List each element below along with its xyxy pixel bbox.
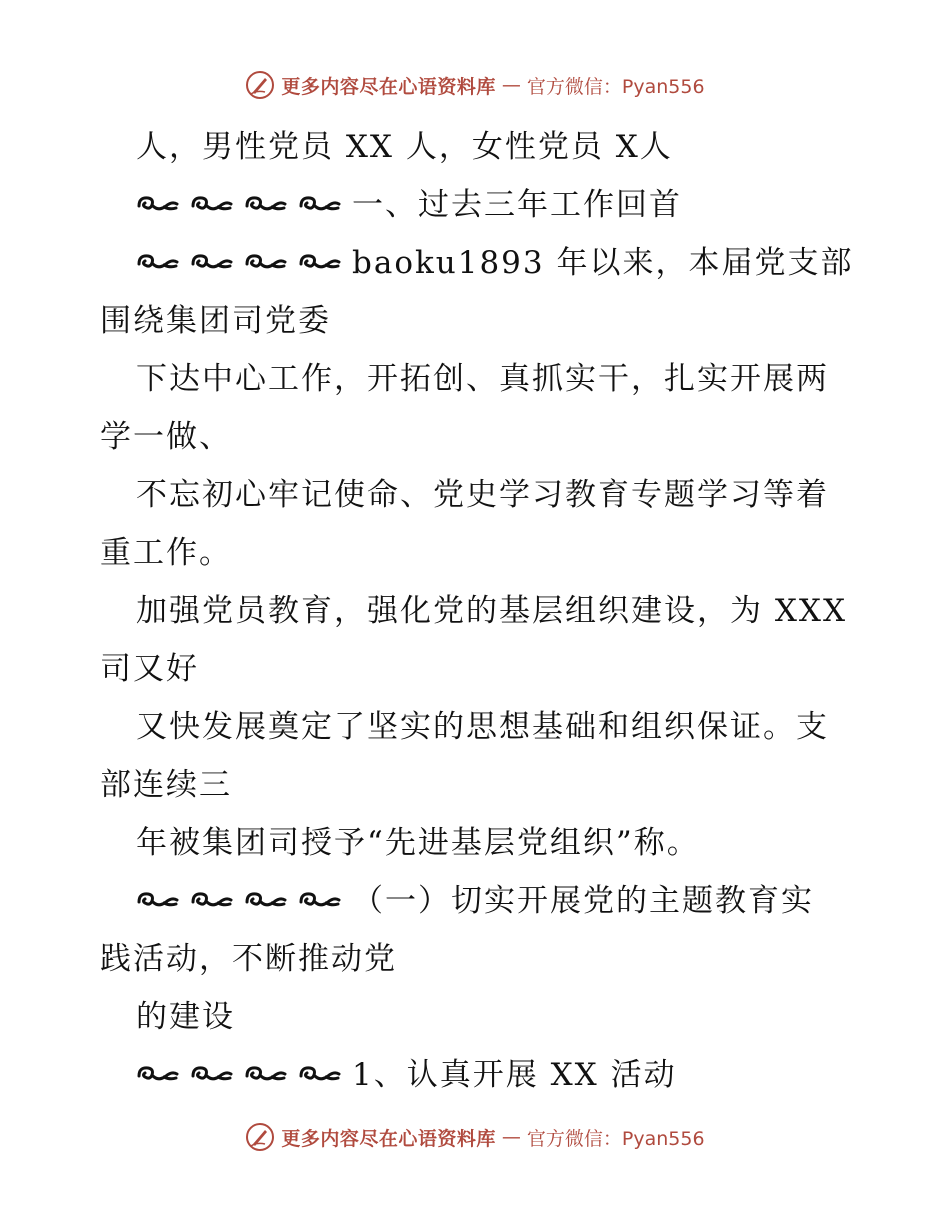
line-text: （一）切实开展党的主题教育实 xyxy=(352,883,814,919)
footer-watermark xyxy=(0,1122,950,1152)
watermark-separator: — xyxy=(501,74,521,96)
line-text: 围绕集团司党委 xyxy=(100,303,331,339)
header-watermark xyxy=(0,70,950,100)
line-text: baoku1893 年以来，本届党支部 xyxy=(352,245,854,281)
text-line xyxy=(100,756,860,814)
line-text: 践活动，不断推动党 xyxy=(100,941,397,977)
line-text: 一、过去三年工作回首 xyxy=(352,187,682,223)
watermark-wechat: 官方微信：Pyan556 xyxy=(526,1127,705,1150)
flourish-ornament-icon xyxy=(298,888,342,912)
line-text: 人，男性党员 XX 人，女性党员 X人 xyxy=(136,129,673,165)
flourish-ornament-icon xyxy=(136,192,180,216)
text-line xyxy=(100,466,860,524)
document-body xyxy=(100,118,860,1104)
line-text: 学一做、 xyxy=(100,419,232,455)
text-line xyxy=(100,814,860,872)
text-line xyxy=(100,118,860,176)
text-line xyxy=(100,176,860,234)
line-text: 部连续三 xyxy=(100,767,232,803)
line-text: 的建设 xyxy=(136,999,235,1035)
flourish-ornament-icon xyxy=(244,192,288,216)
flourish-ornament-icon xyxy=(136,1062,180,1086)
flourish-ornament-icon xyxy=(190,1062,234,1086)
flourish-ornament-icon xyxy=(298,250,342,274)
text-line xyxy=(100,988,860,1046)
flourish-ornament-icon xyxy=(244,250,288,274)
watermark-separator: — xyxy=(501,1126,521,1148)
text-line xyxy=(100,350,860,408)
flourish-ornament-icon xyxy=(298,192,342,216)
flourish-ornament-icon xyxy=(190,250,234,274)
flourish-ornament-icon xyxy=(298,1062,342,1086)
line-text: 加强党员教育，强化党的基层组织建设，为 XXX xyxy=(136,593,848,629)
flourish-ornament-icon xyxy=(190,192,234,216)
text-line xyxy=(100,582,860,640)
line-text: 又快发展奠定了坚实的思想基础和组织保证。支 xyxy=(136,709,829,745)
watermark-text: 更多内容尽在心语资料库 xyxy=(281,75,496,98)
text-line xyxy=(100,408,860,466)
flourish-ornament-icon xyxy=(244,1062,288,1086)
line-text: 重工作。 xyxy=(100,535,232,571)
flourish-ornament-icon xyxy=(136,250,180,274)
line-text: 下达中心工作，开拓创、真抓实干，扎实开展两 xyxy=(136,361,829,397)
line-text: 不忘初心牢记使命、党史学习教育专题学习等着 xyxy=(136,477,829,513)
text-line xyxy=(100,524,860,582)
quill-logo-icon xyxy=(245,1122,275,1152)
watermark-wechat: 官方微信：Pyan556 xyxy=(526,75,705,98)
text-line xyxy=(100,698,860,756)
text-line xyxy=(100,872,860,930)
text-line xyxy=(100,640,860,698)
text-line xyxy=(100,234,860,292)
line-text: 1、认真开展 XX 活动 xyxy=(352,1057,677,1093)
flourish-ornament-icon xyxy=(190,888,234,912)
flourish-ornament-icon xyxy=(244,888,288,912)
text-line xyxy=(100,292,860,350)
line-text: 司又好 xyxy=(100,651,199,687)
flourish-ornament-icon xyxy=(136,888,180,912)
quill-logo-icon xyxy=(245,70,275,100)
watermark-text: 更多内容尽在心语资料库 xyxy=(281,1127,496,1150)
text-line xyxy=(100,1046,860,1104)
text-line xyxy=(100,930,860,988)
line-text: 年被集团司授予“先进基层党组织”称。 xyxy=(136,825,700,861)
